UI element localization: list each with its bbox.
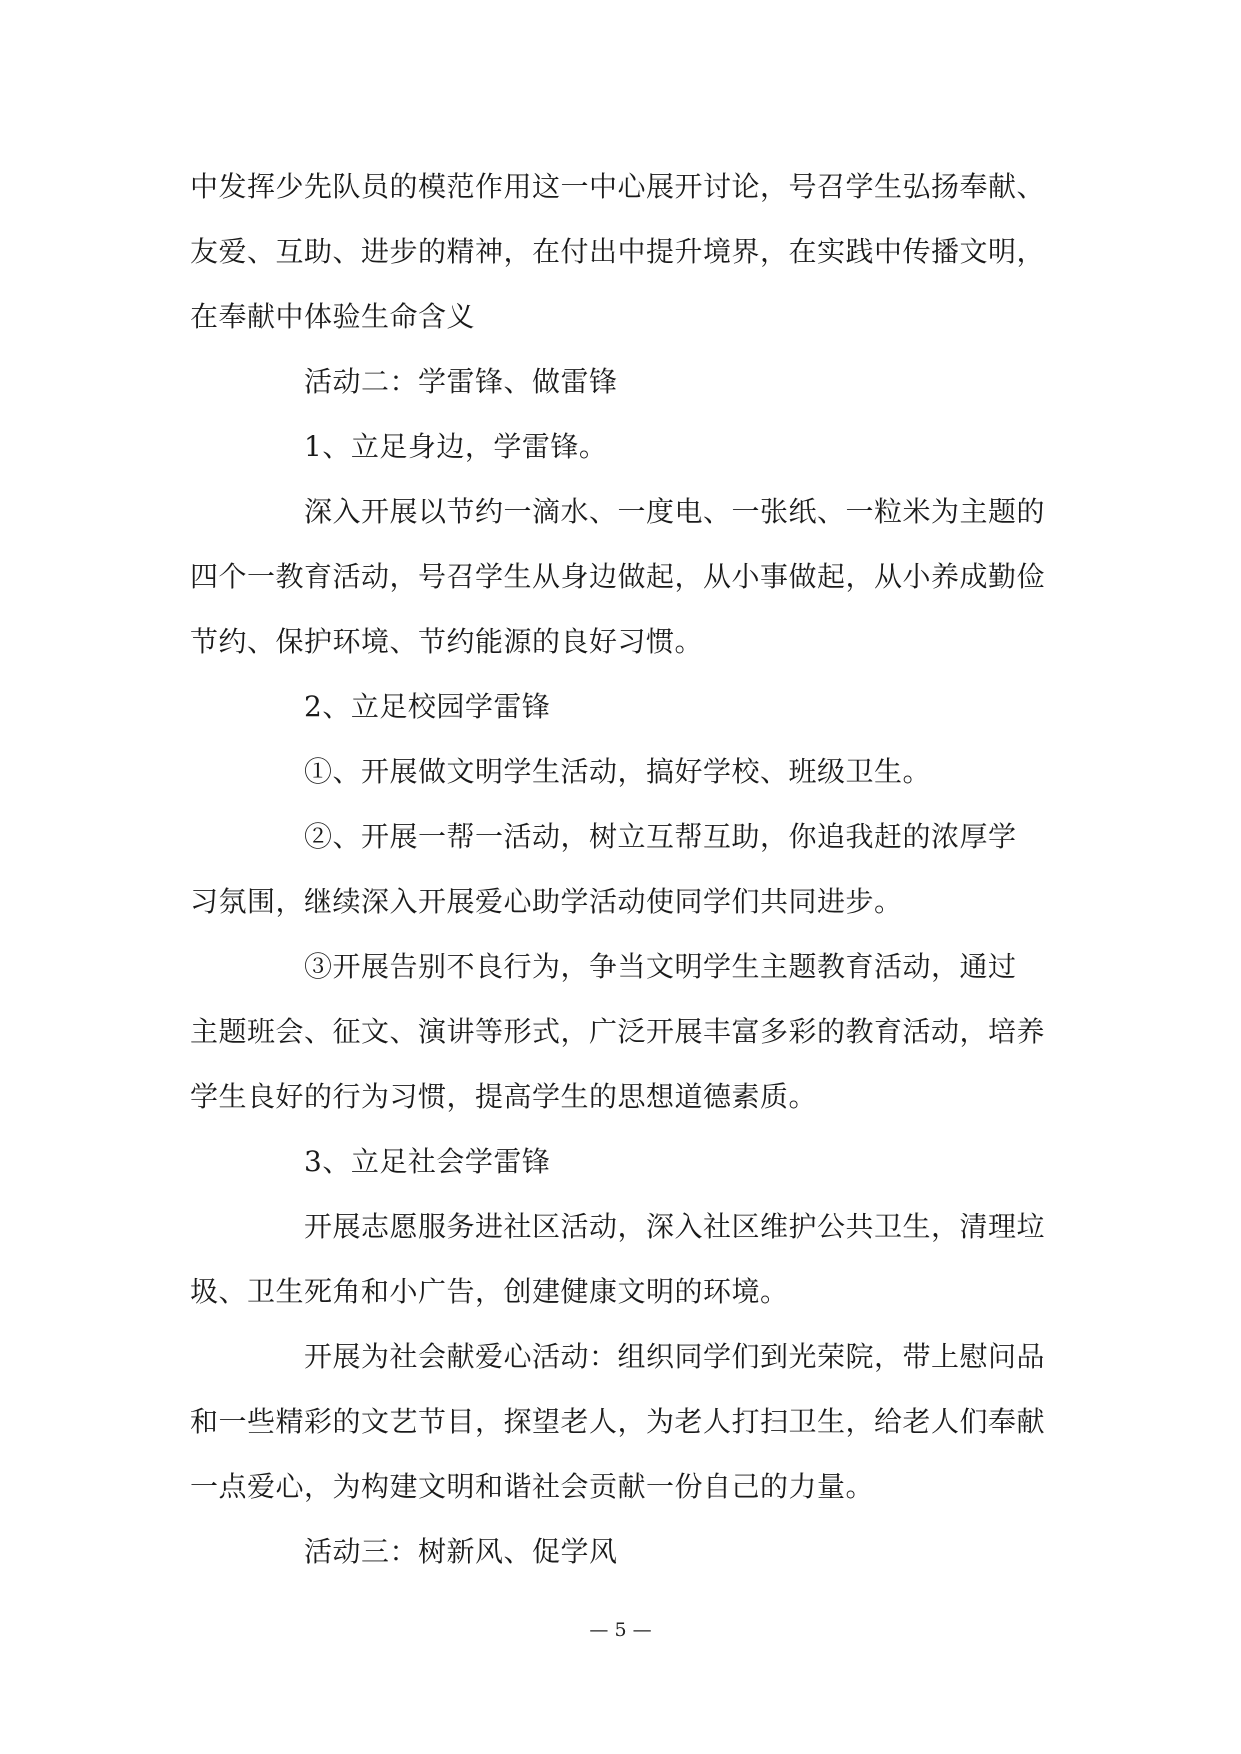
section-heading: 活动二：学雷锋、做雷锋	[304, 365, 618, 398]
text-line: 友爱、互助、进步的精神，在付出中提升境界，在实践中传播文明，	[190, 235, 1046, 268]
text-line: 深入开展以节约一滴水、一度电、一张纸、一粒米为主题的	[304, 495, 1046, 528]
page-number: — 5 —	[589, 1619, 652, 1641]
text-line: 圾、卫生死角和小广告，创建健康文明的环境。	[190, 1275, 789, 1308]
text-line: 学生良好的行为习惯，提高学生的思想道德素质。	[190, 1080, 818, 1113]
text-line: 节约、保护环境、节约能源的良好习惯。	[190, 625, 704, 658]
subsection-heading: 3、立足社会学雷锋	[304, 1145, 551, 1178]
subsection-heading: 2、立足校园学雷锋	[304, 690, 551, 723]
text-line: 和一些精彩的文艺节目，探望老人，为老人打扫卫生，给老人们奉献	[190, 1405, 1046, 1438]
text-line: 一点爱心，为构建文明和谐社会贡献一份自己的力量。	[190, 1470, 875, 1503]
text-line: 主题班会、征文、演讲等形式，广泛开展丰富多彩的教育活动，培养	[190, 1015, 1046, 1048]
section-heading: 活动三：树新风、促学风	[304, 1535, 618, 1568]
list-item: ③开展告别不良行为，争当文明学生主题教育活动，通过	[304, 950, 1017, 983]
subsection-heading: 1、立足身边，学雷锋。	[304, 430, 608, 463]
text-line: 在奉献中体验生命含义	[190, 300, 476, 333]
text-line: 四个一教育活动，号召学生从身边做起，从小事做起，从小养成勤俭	[190, 560, 1046, 593]
document-body	[190, 154, 1070, 1584]
text-line: 习氛围，继续深入开展爱心助学活动使同学们共同进步。	[190, 885, 903, 918]
list-item: ②、开展一帮一活动，树立互帮互助，你追我赶的浓厚学	[304, 820, 1017, 853]
text-line: 开展为社会献爱心活动：组织同学们到光荣院，带上慰问品	[304, 1340, 1046, 1373]
list-item: ①、开展做文明学生活动，搞好学校、班级卫生。	[304, 755, 932, 788]
text-line: 开展志愿服务进社区活动，深入社区维护公共卫生，清理垃	[304, 1210, 1046, 1243]
text-line: 中发挥少先队员的模范作用这一中心展开讨论，号召学生弘扬奉献、	[190, 170, 1046, 203]
